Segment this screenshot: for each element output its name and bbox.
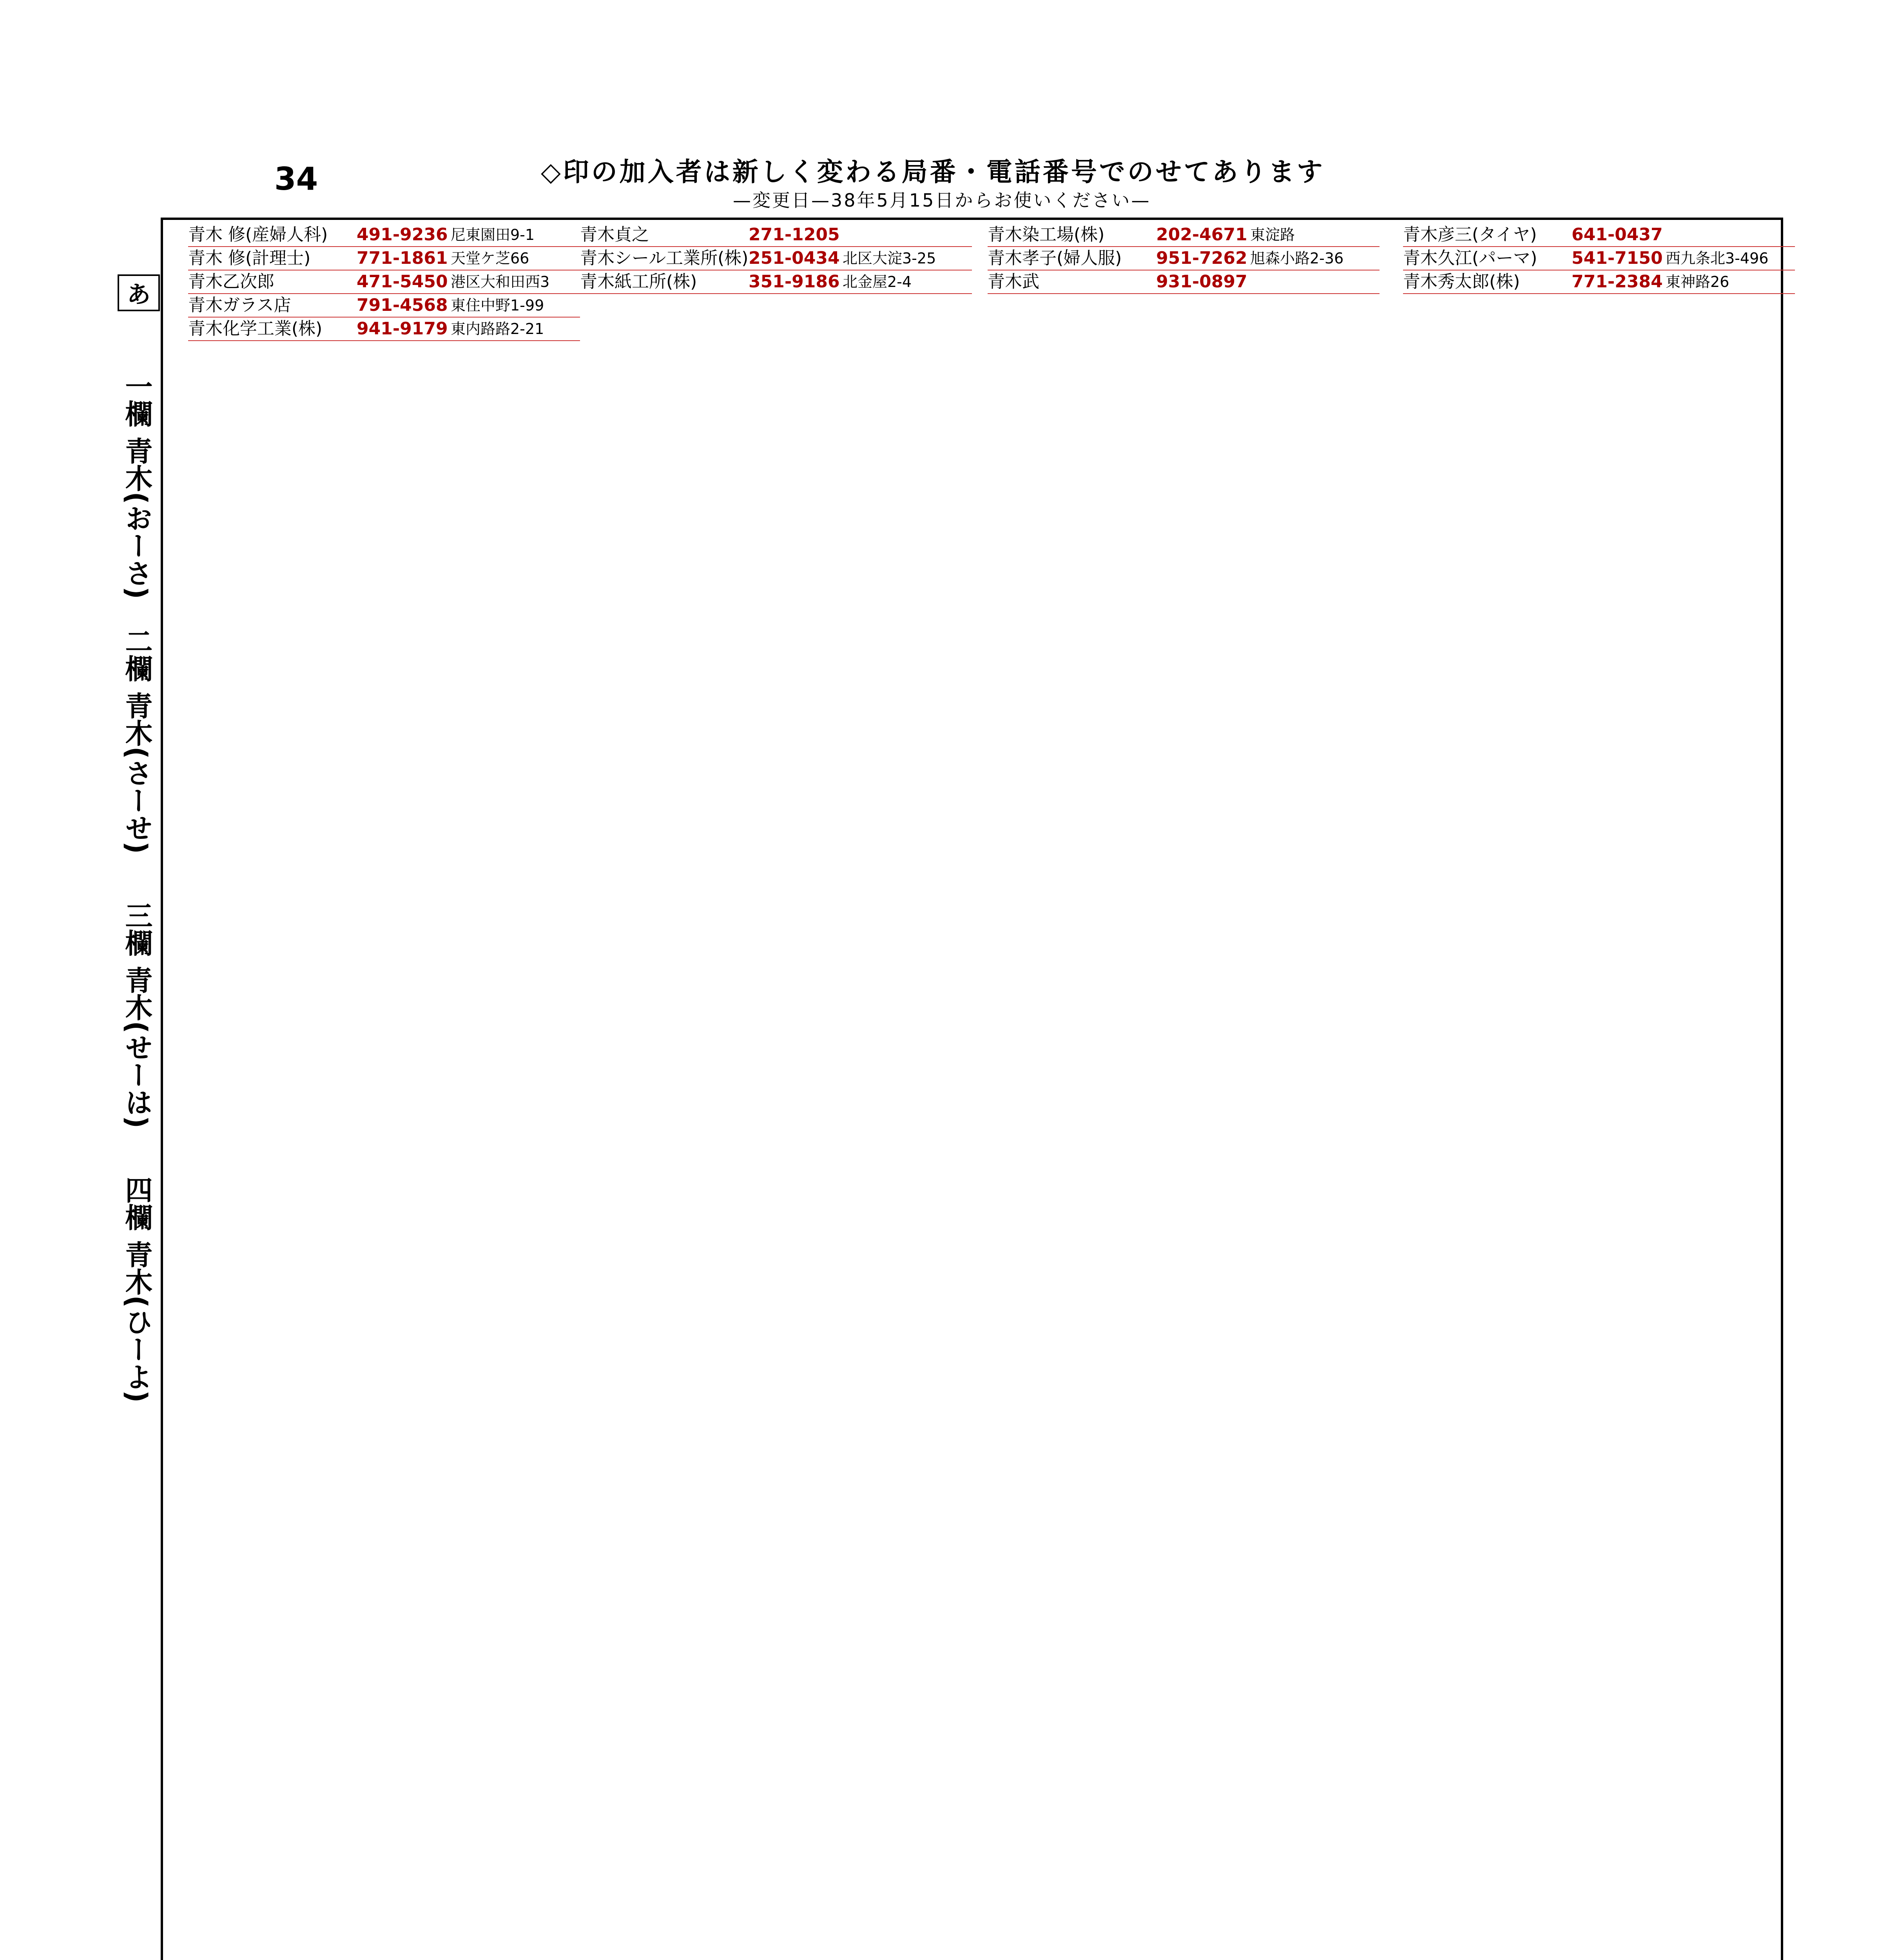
entry-name: 青木化学工業(株) [188, 319, 323, 339]
entry-name: 青木貞之 [580, 225, 649, 245]
entry-addr: 東神路26 [1666, 273, 1729, 290]
entry-tel: 771-2384 [1572, 272, 1663, 292]
directory-entry [580, 270, 972, 294]
entry-addr: 旭森小路2-36 [1250, 250, 1344, 267]
directory-entry [1403, 270, 1795, 294]
entry-name: 青木 修(産婦人科) [188, 225, 328, 245]
directory-entry [188, 223, 580, 247]
entry-tel: 202-4671 [1156, 225, 1247, 245]
directory-entry [580, 247, 972, 270]
entry-addr: 北区大淀3-25 [843, 250, 936, 267]
page-notice-sub: —変更日—38年5月15日からお使いください— [733, 190, 1151, 211]
directory-entry [1403, 247, 1795, 270]
entry-tel: 351-9186 [749, 272, 840, 292]
entry-name: 青木紙工所(株) [580, 272, 697, 292]
directory-entry [580, 223, 972, 247]
entry-tel: 491-9236 [357, 225, 448, 245]
directory-entry [188, 270, 580, 294]
side-index-tab: あ [118, 274, 160, 311]
directory-column-1 [188, 223, 580, 1960]
entry-addr [1666, 223, 1795, 246]
page-number: 34 [274, 161, 318, 197]
directory-entry [188, 247, 580, 270]
side-label-2: 二欄 青木(さーせ) [121, 627, 153, 854]
directory-column-4 [1403, 223, 1795, 1960]
entry-tel: 941-9179 [357, 319, 448, 339]
entry-tel: 541-7150 [1572, 248, 1663, 268]
entry-name: 青木久江(パーマ) [1403, 248, 1537, 268]
page-notice: ◇印の加入者は新しく変わる局番・電話番号でのせてあります [541, 157, 1325, 187]
entry-addr: 北金屋2-4 [843, 273, 912, 290]
entry-name: 青木武 [988, 272, 1039, 292]
entry-name: 青木シール工業所(株) [580, 248, 749, 268]
entry-name: 青木秀太郎(株) [1403, 272, 1520, 292]
entry-addr: 東内路路2-21 [451, 320, 544, 338]
entry-tel: 931-0897 [1156, 272, 1247, 292]
entry-addr: 港区大和田西3 [451, 273, 550, 290]
side-label-3: 三欄 青木(せーは) [121, 902, 153, 1129]
entry-tel: 641-0437 [1572, 225, 1663, 245]
side-label-1: 一欄 青木(おーさ) [121, 372, 153, 599]
entry-name: 青木彦三(タイヤ) [1403, 225, 1537, 245]
entry-addr [1250, 270, 1380, 293]
entry-name: 青木染工場(株) [988, 225, 1105, 245]
entry-addr: 東淀路 [1250, 226, 1295, 243]
entry-addr: 天堂ケ芝66 [451, 250, 529, 267]
entry-addr: 尼東園田9-1 [451, 226, 535, 243]
entry-tel: 471-5450 [357, 272, 448, 292]
entry-tel: 791-4568 [357, 295, 448, 315]
directory-entry [188, 318, 580, 341]
directory-entry [1403, 223, 1795, 247]
entry-name: 青木 修(計理士) [188, 248, 311, 268]
entry-addr: 東住中野1-99 [451, 297, 544, 314]
side-label-4: 四欄 青木(ひーよ) [121, 1176, 153, 1403]
entry-tel: 771-1861 [357, 248, 448, 268]
directory-entry [988, 270, 1380, 294]
entry-tel: 251-0434 [749, 248, 840, 268]
directory-column-2 [580, 223, 972, 1960]
entry-name: 青木乙次郎 [188, 272, 274, 292]
directory-entry [988, 247, 1380, 270]
directory-entry [188, 294, 580, 318]
entry-tel: 271-1205 [749, 225, 840, 245]
directory-entry [988, 223, 1380, 247]
entry-addr: 西九条北3-496 [1666, 250, 1769, 267]
entry-tel: 951-7262 [1156, 248, 1247, 268]
entry-name: 青木孝子(婦人服) [988, 248, 1122, 268]
entry-addr [843, 223, 972, 246]
directory-column-3 [988, 223, 1380, 1960]
entry-name: 青木ガラス店 [188, 295, 291, 315]
